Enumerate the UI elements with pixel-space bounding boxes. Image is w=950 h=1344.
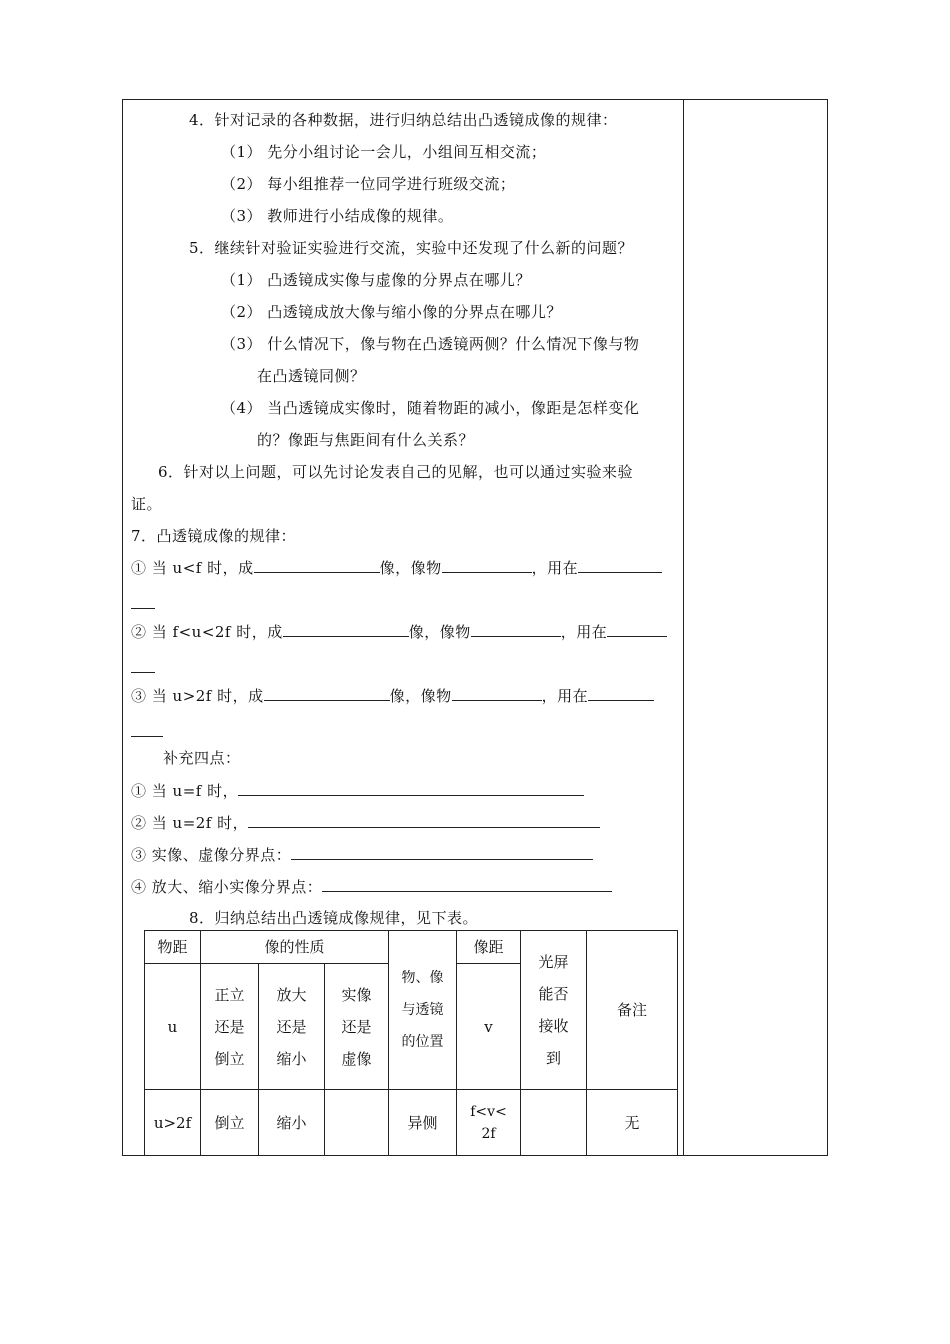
cell-size: 缩小 [259, 1090, 325, 1156]
step-5-4: （4） 当凸透镜成实像时，随着物距的减小，像距是怎样变化 [221, 399, 640, 417]
cell-orientation: 倒立 [201, 1090, 259, 1156]
point-3 [131, 845, 593, 865]
step-4-2: （2） 每小组推荐一位同学进行班级交流； [221, 175, 516, 193]
point-4 [131, 877, 612, 897]
cell-v: f<v<2f [457, 1090, 521, 1156]
header-object-distance: 物距 [145, 931, 201, 964]
header-image-nature: 像的性质 [201, 931, 389, 964]
header-screen: 光屏能否接收到 [521, 931, 587, 1090]
rule-2-mid: 像，像物 [408, 623, 471, 641]
subheader-u: u [145, 964, 201, 1090]
cell-screen [521, 1090, 587, 1156]
cell-real [325, 1090, 389, 1156]
step-5-2: （2） 凸透镜成放大像与缩小像的分界点在哪儿？ [221, 303, 562, 321]
table-header-row [145, 931, 678, 964]
rule-1-blank-tail [131, 608, 155, 609]
step-5-1: （1） 凸透镜成实像与虚像的分界点在哪儿？ [221, 271, 531, 289]
rule-3-blank-image[interactable] [264, 686, 390, 701]
rule-2-blank-tail [131, 672, 155, 673]
step-5-3: （3） 什么情况下，像与物在凸透镜两侧？什么情况下像与物 [221, 335, 640, 353]
header-position: 物、像与透镜的位置 [389, 931, 457, 1090]
point-1-blank[interactable] [238, 781, 584, 796]
notes-column-divider [683, 99, 684, 1156]
rule-3-blank-compare[interactable] [452, 686, 542, 701]
table-row [145, 1090, 678, 1156]
rule-1-blank-compare[interactable] [442, 558, 532, 573]
rule-2-use: ，用在 [560, 623, 608, 641]
cell-position: 异侧 [389, 1090, 457, 1156]
step-4: 4．针对记录的各种数据，进行归纳总结出凸透镜成像的规律： [189, 111, 618, 129]
point-4-label: ④ 放大、缩小实像分界点： [131, 878, 323, 896]
rule-1-blank-image[interactable] [254, 558, 380, 573]
rule-2-prefix: ② 当 f<u<2f 时，成 [131, 623, 283, 641]
rule-1-use: ，用在 [531, 559, 579, 577]
rule-3-mid: 像，像物 [389, 687, 452, 705]
cell-note: 无 [587, 1090, 678, 1156]
step-4-1: （1） 先分小组讨论一会儿，小组间互相交流； [221, 143, 547, 161]
rule-1-blank-use[interactable] [578, 558, 662, 573]
rule-1 [131, 558, 662, 578]
step-6-cont: 证。 [131, 495, 163, 513]
rule-3-prefix: ③ 当 u>2f 时，成 [131, 687, 264, 705]
subheader-upright: 正立还是倒立 [201, 964, 259, 1090]
point-3-label: ③ 实像、虚像分界点： [131, 846, 292, 864]
rule-3 [131, 686, 654, 706]
rule-3-blank-tail [131, 736, 163, 737]
step-5-3-cont: 在凸透镜同侧？ [257, 367, 366, 385]
subheader-real: 实像还是虚像 [325, 964, 389, 1090]
point-4-blank[interactable] [322, 877, 612, 892]
rule-2-blank-compare[interactable] [471, 622, 561, 637]
point-3-blank[interactable] [291, 845, 593, 860]
step-7: 7．凸透镜成像的规律： [131, 527, 297, 545]
subheader-v: v [457, 964, 521, 1090]
header-image-distance: 像距 [457, 931, 521, 964]
point-1 [131, 781, 584, 801]
point-1-label: ① 当 u=f 时， [131, 782, 239, 800]
step-5-4-cont: 的？像距与焦距间有什么关系？ [257, 431, 475, 449]
step-6: 6．针对以上问题，可以先讨论发表自己的见解，也可以通过实验来验 [158, 463, 634, 481]
rule-1-mid: 像，像物 [379, 559, 442, 577]
imaging-rules-table [144, 930, 678, 1156]
point-2 [131, 813, 600, 833]
step-8: 8．归纳总结出凸透镜成像规律，见下表。 [189, 909, 479, 927]
cell-u: u>2f [145, 1090, 201, 1156]
subheader-size: 放大还是缩小 [259, 964, 325, 1090]
rule-2 [131, 622, 667, 642]
rule-1-prefix: ① 当 u<f 时，成 [131, 559, 254, 577]
point-2-blank[interactable] [248, 813, 600, 828]
supplement-heading: 补充四点： [163, 749, 241, 767]
rule-2-blank-image[interactable] [283, 622, 409, 637]
header-note: 备注 [587, 931, 678, 1090]
step-5: 5．继续针对验证实验进行交流，实验中还发现了什么新的问题？ [189, 239, 634, 257]
rule-3-blank-use[interactable] [588, 686, 654, 701]
step-4-3: （3） 教师进行小结成像的规律。 [221, 207, 454, 225]
point-2-label: ② 当 u=2f 时， [131, 814, 249, 832]
rule-2-blank-use[interactable] [607, 622, 667, 637]
rule-3-use: ，用在 [541, 687, 589, 705]
